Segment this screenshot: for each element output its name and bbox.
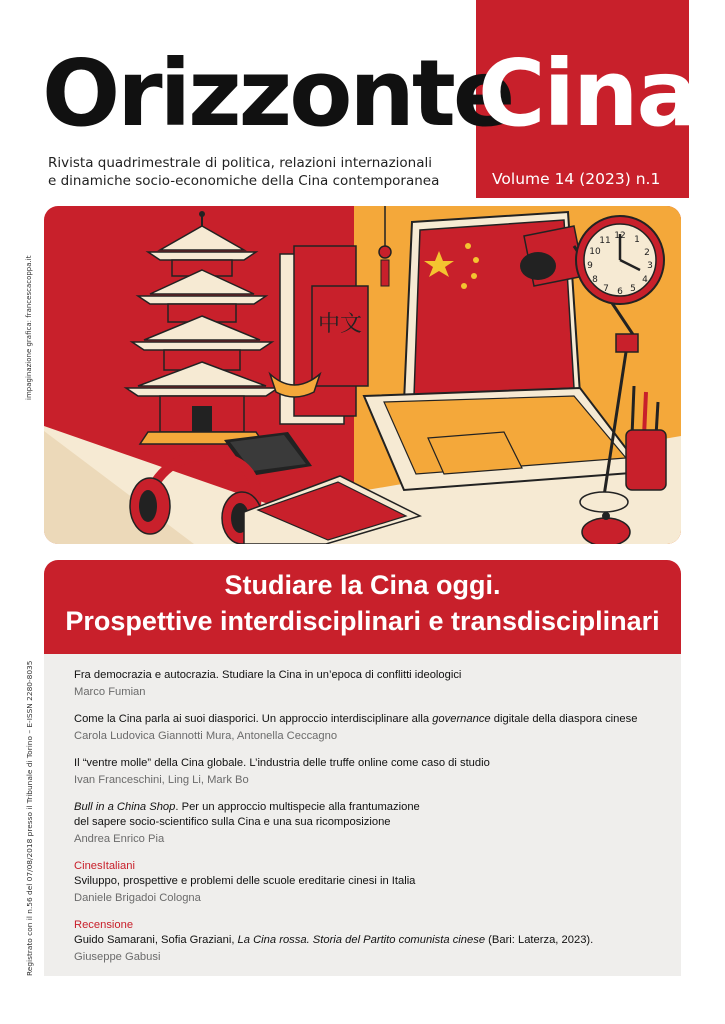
article-title: Guido Samarani, Sofia Graziani, La Cina rossa. Storia del Partito comunista cinese (Bari: Laterza, 2023).	[74, 934, 594, 946]
article-title: Fra democrazia e autocrazia. Studiare la Cina in un’epoca di conflitti ideologici	[74, 669, 462, 681]
subtitle-line-1: Rivista quadrimestrale di politica, relazioni internazionali	[48, 155, 432, 171]
section-label: Recensione	[74, 919, 134, 931]
toc-entry	[74, 756, 664, 788]
credit-text: impaginazione grafica: francescacoppa.it	[25, 255, 33, 400]
section-label: CinesItaliani	[74, 860, 135, 872]
theme-title-line-1: Studiare la Cina oggi.	[224, 570, 501, 600]
article-author: Marco Fumian	[74, 686, 146, 698]
side-credit	[25, 255, 39, 400]
toc-entry	[74, 918, 664, 965]
theme-title-line-2: Prospettive interdisciplinari e transdisciplinari	[65, 606, 660, 636]
toc-entry	[74, 712, 664, 744]
subtitle-line-2: e dinamiche socio-economiche della Cina contemporanea	[48, 173, 440, 189]
table-of-contents	[44, 654, 681, 976]
svg-text:9: 9	[587, 261, 593, 271]
svg-text:1: 1	[634, 235, 640, 245]
wall-clock-icon	[576, 216, 664, 304]
svg-text:3: 3	[647, 261, 653, 271]
svg-text:10: 10	[589, 247, 601, 257]
svg-text:8: 8	[592, 275, 598, 285]
toc-entry	[74, 859, 664, 906]
issue-theme-banner	[44, 560, 681, 654]
logo-cina: Cina	[478, 40, 697, 147]
article-title: Il “ventre molle” della Cina globale. L’industria delle truffe online come caso di studio	[74, 757, 490, 769]
volume-label: Volume 14 (2023) n.1	[492, 170, 661, 188]
article-title-line-2: del sapere socio-scientifico sulla Cina e una sua ricomposizione	[74, 816, 391, 828]
svg-text:4: 4	[642, 275, 648, 285]
svg-text:2: 2	[644, 248, 650, 258]
article-title: Come la Cina parla ai suoi diasporici. Un approccio interdisciplinare alla governance digitale della diaspora cinese	[74, 713, 638, 725]
article-title: Bull in a China Shop. Per un approccio multispecie alla frantumazione	[74, 801, 420, 813]
cover-illustration	[44, 206, 681, 544]
toc-entry	[74, 668, 664, 700]
book-characters: 中文	[317, 312, 363, 337]
article-author: Giuseppe Gabusi	[74, 951, 161, 963]
side-registration	[25, 660, 39, 976]
svg-text:7: 7	[603, 284, 609, 294]
article-author: Ivan Franceschini, Ling Li, Mark Bo	[74, 774, 249, 786]
article-title: Sviluppo, prospettive e problemi delle scuole ereditarie cinesi in Italia	[74, 875, 416, 887]
article-author: Andrea Enrico Pia	[74, 833, 165, 845]
svg-text:6: 6	[617, 287, 623, 297]
svg-text:12: 12	[614, 231, 626, 241]
toc-entry	[74, 800, 664, 847]
logo-orizzonte: Orizzonte	[42, 40, 513, 147]
article-author: Daniele Brigadoi Cologna	[74, 892, 201, 904]
svg-text:5: 5	[630, 284, 636, 294]
article-author: Carola Ludovica Giannotti Mura, Antonella Ceccagno	[74, 730, 338, 742]
registration-text: Registrato con il n.56 del 07/08/2018 presso il Tribunale di Torino – E-ISSN 2280-8035	[25, 660, 34, 976]
svg-text:11: 11	[599, 236, 611, 246]
journal-subtitle	[48, 154, 439, 190]
